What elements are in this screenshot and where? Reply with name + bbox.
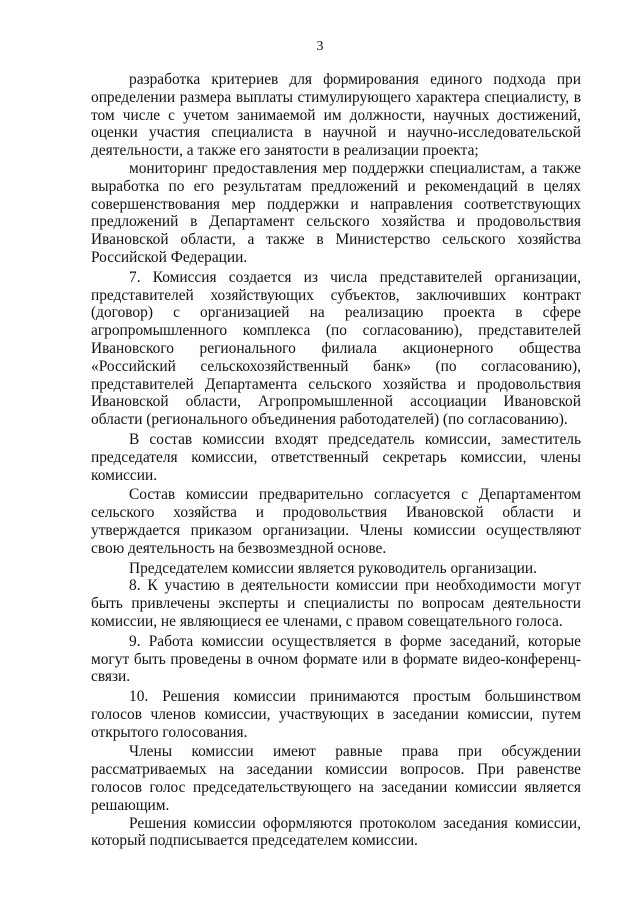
paragraph-chairman: Председателем комиссии является руководитель организации.	[129, 559, 537, 577]
paragraph-monitoring: мониторинг предоставления мер поддержки специалистам, а также выработка по его результатам предложений и рекомендаций в целях совершенствования мер поддержки и направления соответствующих предложений в Департамент сельского хозяйства и продовольствия Ивановской области, а также в Министерство сельского хозяйства Российской Федерации.	[91, 159, 581, 266]
paragraph-item-8: 8. К участию в деятельности комиссии при необходимости могут быть привлечены эксперты и специалисты по вопросам деятельности комиссии, не являющиеся ее членами, с правом совещательного голоса.	[91, 577, 581, 630]
paragraph-member-rights: Члены комиссии имеют равные права при обсуждении рассматриваемых на заседании комиссии вопросов. При равенстве голосов голос председательствующего на заседании комиссии является решающим.	[91, 743, 581, 814]
paragraph-decisions-protocol: Решения комиссии оформляются протоколом заседания комиссии, который подписывается председателем комиссии.	[91, 814, 581, 850]
document-body	[91, 71, 581, 850]
paragraph-item-9: 9. Работа комиссии осуществляется в форме заседаний, которые могут быть проведены в очном формате или в формате видео-конференц-связи.	[91, 632, 581, 686]
page-number: 3	[316, 39, 324, 54]
paragraph-item-10: 10. Решения комиссии принимаются простым большинством голосов членов комиссии, участвующих в заседании комиссии, путем открытого голосования.	[91, 688, 581, 741]
paragraph-item-7: 7. Комиссия создается из числа представителей организации, представителей хозяйствующих субъектов, заключивших контракт (договор) с организацией на реализацию проекта в сфере агропромышленного комплекса (по согласованию), представителей Ивановского регионального филиала акционерного общества «Российский сельскохозяйственный банк» (по согласованию), представителей Департамента сельского хозяйства и продовольствия Ивановской области, Агропромышленной ассоциации Ивановской области (регионального объединения работодателей) (по согласованию).	[91, 268, 581, 429]
paragraph-commission-composition: В состав комиссии входят председатель комиссии, заместитель председателя комиссии, ответственный секретарь комиссии, члены комиссии.	[91, 430, 581, 484]
paragraph-criteria: разработка критериев для формирования единого подхода при определении размера выплаты стимулирующего характера специалисту, в том числе с учетом занимаемой им должности, научных достижений, оценки участия специалиста в научной и научно-исследовательской деятельности, а также его занятости в реализации проекта;	[91, 71, 581, 160]
paragraph-composition-approval: Состав комиссии предварительно согласуется с Департаментом сельского хозяйства и продовольствия Ивановской области и утверждается приказом организации. Члены комиссии осуществляют свою деятельность на безвозмездной основе.	[91, 486, 581, 557]
